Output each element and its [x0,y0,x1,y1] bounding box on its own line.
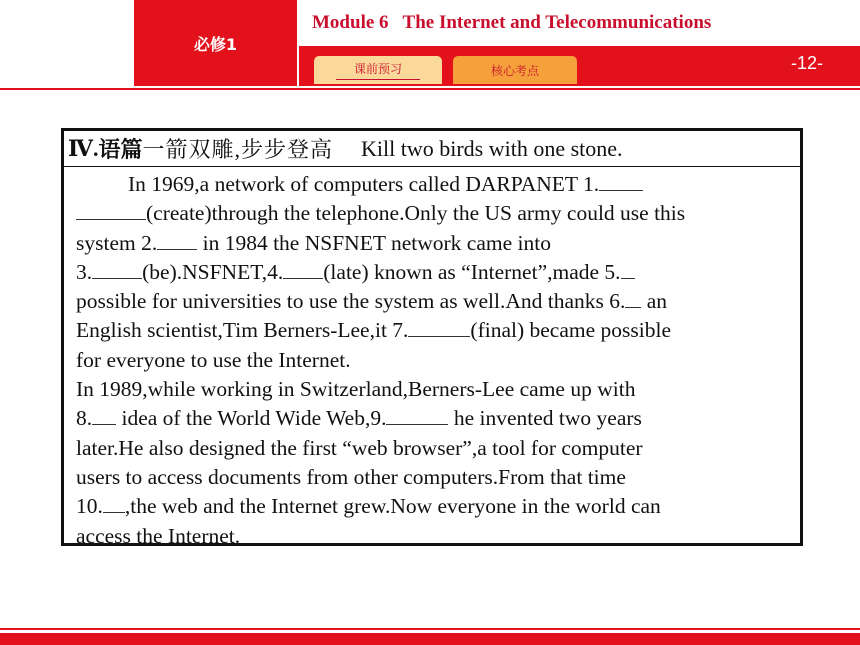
footer-divider [0,628,860,630]
section-subtitle: 一箭双雕,步步登高 [142,137,333,162]
footer-bar [0,633,860,645]
passage-line: In 1969,a network of computers called DARPANET 1. [76,170,790,199]
exercise-box [61,128,803,546]
header-blank [0,0,134,86]
passage-line: system 2. in 1984 the NSFNET network came into [76,230,551,255]
passage-line: users to access documents from other computers.From that time [76,464,626,489]
section-title: 语篇 [98,137,143,162]
exercise-heading [64,131,800,167]
blank-2[interactable] [157,231,197,250]
passage-line: possible for universities to use the system as well.And thanks 6. an [76,289,668,314]
passage-line: later.He also designed the first “web browser”,a tool for computer [76,435,643,460]
blank-10[interactable] [103,494,125,513]
blank-6[interactable] [625,289,641,308]
passage-line: 8. idea of the World Wide Web,9. he invented two years [76,406,642,431]
tab-preview[interactable] [314,56,442,84]
module-label: Module 6 [312,12,389,33]
passage-line: In 1989,while working in Switzerland,Berners-Lee came up with [76,377,636,402]
tab-preview-label: 课前预习 [336,60,420,80]
page-number: -12- [791,53,824,73]
blank-5[interactable] [621,260,635,279]
header-divider [0,88,860,90]
tab-core-label: 核心考点 [490,63,539,78]
passage-line: English scientist,Tim Berners-Lee,it 7. (final) became possible [76,318,672,343]
blank-1b[interactable] [76,201,146,220]
passage-line: 10. ,the web and the Internet grew.Now everyone in the world can [76,494,661,519]
module-name: The Internet and Telecommunications [402,12,712,33]
proverb: Kill two birds with one stone. [361,135,623,161]
passage-line: access the Internet. [76,523,241,548]
passage [64,167,800,551]
blank-8[interactable] [92,406,116,425]
section-number: Ⅳ. [68,135,99,161]
course-label: 必修1 [134,0,297,86]
blank-4[interactable] [283,260,323,279]
passage-line: 3. (be).NSFNET,4. (late) known as “Internet”,made 5. [76,258,790,287]
module-title [312,12,711,34]
passage-line: for everyone to use the Internet. [76,347,351,372]
passage-line: (create)through the telephone.Only the US army could use this [76,199,790,228]
blank-1[interactable] [599,172,643,191]
blank-9[interactable] [386,406,448,425]
blank-7[interactable] [408,318,470,337]
tab-core-points[interactable] [453,56,577,84]
blank-3[interactable] [92,260,142,279]
